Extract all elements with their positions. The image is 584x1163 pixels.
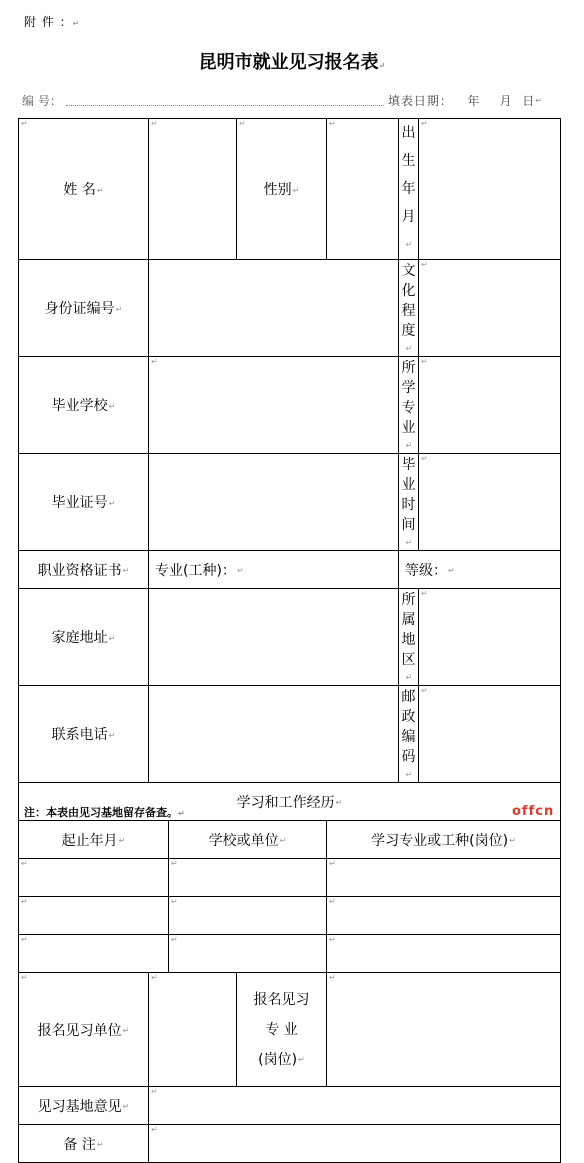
certificate-number-field[interactable]: [149, 454, 399, 551]
school-field[interactable]: ↵: [149, 357, 399, 454]
region-field[interactable]: ↵: [419, 589, 561, 686]
name-label: ↵ 姓 名↵: [19, 119, 149, 260]
remarks-label: 备 注↵: [19, 1125, 149, 1163]
school-label: 毕业学校↵: [19, 357, 149, 454]
birth-label: 出生 年月↵: [399, 119, 419, 260]
education-label: 文化程度↵: [399, 260, 419, 357]
meta-row: 编 号： 填表日期： 年 月 日 ↵: [22, 94, 542, 108]
education-field[interactable]: ↵: [419, 260, 561, 357]
certificate-number-label: 毕业证号↵: [19, 454, 149, 551]
base-opinion-label: 见习基地意见↵: [19, 1087, 149, 1125]
apply-major-label: 报名见习 专 业 (岗位)↵: [237, 973, 327, 1087]
experience-period-cell[interactable]: ↵: [19, 897, 169, 935]
phone-field[interactable]: [149, 686, 399, 783]
period-header: 起止年月↵: [19, 821, 169, 859]
gender-field[interactable]: ↵: [327, 119, 399, 260]
region-label: 所属地区↵: [399, 589, 419, 686]
experience-institution-cell[interactable]: ↵: [169, 897, 327, 935]
experience-header: 学习和工作经历↵: [19, 783, 561, 821]
id-number-label: 身份证编号↵: [19, 260, 149, 357]
footnote: 注：本表由见习基地留存备查。↵: [24, 806, 185, 819]
experience-study-cell[interactable]: ↵: [327, 935, 561, 973]
institution-header: 学校或单位↵: [169, 821, 327, 859]
qualification-label: 职业资格证书↵: [19, 551, 149, 589]
experience-period-cell[interactable]: ↵: [19, 859, 169, 897]
gender-label: ↵ 性别↵: [237, 119, 327, 260]
address-label: 家庭地址↵: [19, 589, 149, 686]
apply-unit-label: ↵ 报名见习单位↵: [19, 973, 149, 1087]
id-number-field[interactable]: [149, 260, 399, 357]
specialty-field[interactable]: 专业(工种)：↵: [149, 551, 399, 589]
attachment-label: 附 件 ：↵: [24, 15, 81, 29]
number-field[interactable]: [66, 96, 384, 106]
birth-field[interactable]: ↵: [419, 119, 561, 260]
apply-major-field[interactable]: ↵: [327, 973, 561, 1087]
name-field[interactable]: ↵: [149, 119, 237, 260]
phone-label: 联系电话↵: [19, 686, 149, 783]
apply-unit-field[interactable]: ↵: [149, 973, 237, 1087]
registration-table: [18, 118, 561, 1163]
offcn-logo: offcn: [512, 804, 555, 819]
study-job-header: 学习专业或工种(岗位)↵: [327, 821, 561, 859]
fill-date: 填表日期： 年 月 日: [387, 94, 536, 108]
major-label: 所学专业↵: [399, 357, 419, 454]
remarks-field[interactable]: ↵: [149, 1125, 561, 1163]
postcode-field[interactable]: ↵: [419, 686, 561, 783]
experience-study-cell[interactable]: ↵: [327, 897, 561, 935]
major-field[interactable]: ↵: [419, 357, 561, 454]
base-opinion-field[interactable]: ↵: [149, 1087, 561, 1125]
experience-period-cell[interactable]: ↵: [19, 935, 169, 973]
form-title: 昆明市就业见习报名表↵: [198, 52, 386, 73]
level-field[interactable]: 等级：↵: [399, 551, 561, 589]
postcode-label: 邮政编码↵: [399, 686, 419, 783]
graduation-time-label: 毕业时间↵: [399, 454, 419, 551]
experience-institution-cell[interactable]: ↵: [169, 935, 327, 973]
experience-institution-cell[interactable]: ↵: [169, 859, 327, 897]
address-field[interactable]: [149, 589, 399, 686]
experience-study-cell[interactable]: ↵: [327, 859, 561, 897]
number-label: 编 号：: [22, 94, 62, 108]
graduation-time-field[interactable]: ↵: [419, 454, 561, 551]
